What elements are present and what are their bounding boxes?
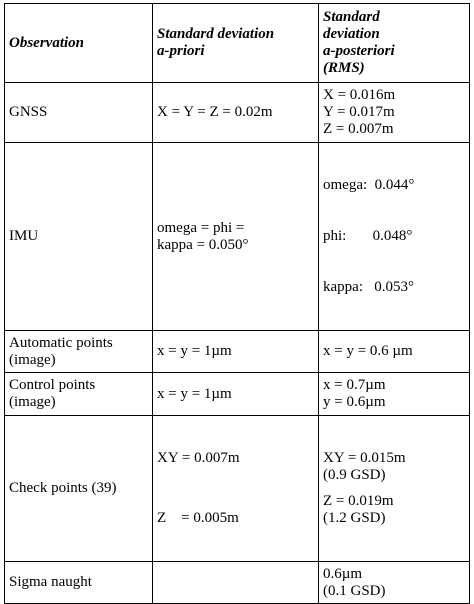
cell-aposteriori	[319, 416, 470, 562]
cell-text: XY = 0.015m	[323, 450, 406, 466]
cell-text: x = y = 0.6 µm	[323, 343, 413, 359]
cell-aposteriori	[319, 562, 470, 604]
header-apriori-line: a-priori	[157, 43, 205, 59]
cell-text: 0.6µm	[323, 565, 363, 582]
cell-apriori	[153, 416, 319, 562]
table-row	[5, 143, 470, 331]
cell-text: (image)	[9, 351, 56, 368]
cell-observation	[5, 83, 153, 143]
header-aposteriori-line: deviation	[323, 26, 380, 42]
cell-observation	[5, 416, 153, 562]
table-row	[5, 373, 470, 416]
cell-text: (image)	[9, 394, 56, 410]
table-row	[5, 562, 470, 604]
cell-text: GNSS	[9, 104, 48, 120]
cell-text: XY = 0.007m	[157, 450, 240, 466]
cell-text: (1.2 GSD)	[323, 510, 386, 526]
cell-apriori	[153, 562, 319, 604]
cell-observation	[5, 331, 153, 373]
table-row	[5, 331, 470, 373]
accuracy-table	[4, 3, 470, 604]
cell-observation	[5, 143, 153, 331]
cell-text: Automatic points	[9, 334, 113, 351]
cell-apriori	[153, 373, 319, 416]
cell-text: Sigma naught	[9, 574, 92, 590]
header-aposteriori-line: a-posteriori	[323, 43, 395, 59]
cell-text: Z = 0.005m	[157, 510, 239, 526]
header-aposteriori	[319, 4, 470, 83]
cell-text: x = 0.7µm	[323, 377, 386, 393]
cell-observation	[5, 562, 153, 604]
table-row	[5, 416, 470, 562]
cell-apriori	[153, 331, 319, 373]
cell-text: (0.1 GSD)	[323, 582, 386, 599]
header-apriori-line: Standard deviation	[157, 26, 275, 42]
cell-text: Check points (39)	[9, 480, 117, 496]
header-row	[5, 4, 470, 83]
cell-text: Control points	[9, 377, 96, 393]
cell-text: omega = phi =	[157, 219, 245, 236]
cell-aposteriori	[319, 143, 470, 331]
cell-text: IMU	[9, 228, 39, 244]
header-aposteriori-line: Standard	[323, 9, 380, 25]
cell-text: x = y = 1µm	[157, 343, 232, 359]
cell-text: phi: 0.048°	[323, 228, 413, 244]
cell-text: kappa: 0.053°	[323, 279, 414, 295]
cell-observation	[5, 373, 153, 416]
cell-aposteriori	[319, 331, 470, 373]
cell-text: omega: 0.044°	[323, 177, 415, 193]
header-apriori	[153, 4, 319, 83]
header-observation	[5, 4, 153, 83]
cell-text: kappa = 0.050°	[157, 236, 249, 253]
cell-text: Z = 0.007m	[323, 121, 394, 137]
header-observation-text: Observation	[9, 34, 84, 51]
cell-text: X = Y = Z = 0.02m	[157, 104, 273, 120]
cell-text: Y = 0.017m	[323, 104, 395, 120]
cell-text: (0.9 GSD)	[323, 467, 386, 483]
cell-text: y = 0.6µm	[323, 394, 386, 410]
table-row	[5, 83, 470, 143]
cell-text: X = 0.016m	[323, 87, 396, 103]
header-aposteriori-line: (RMS)	[323, 60, 365, 76]
cell-apriori	[153, 83, 319, 143]
cell-text: Z = 0.019m	[323, 493, 394, 509]
cell-apriori	[153, 143, 319, 331]
cell-aposteriori	[319, 373, 470, 416]
cell-aposteriori	[319, 83, 470, 143]
cell-text: x = y = 1µm	[157, 385, 232, 402]
